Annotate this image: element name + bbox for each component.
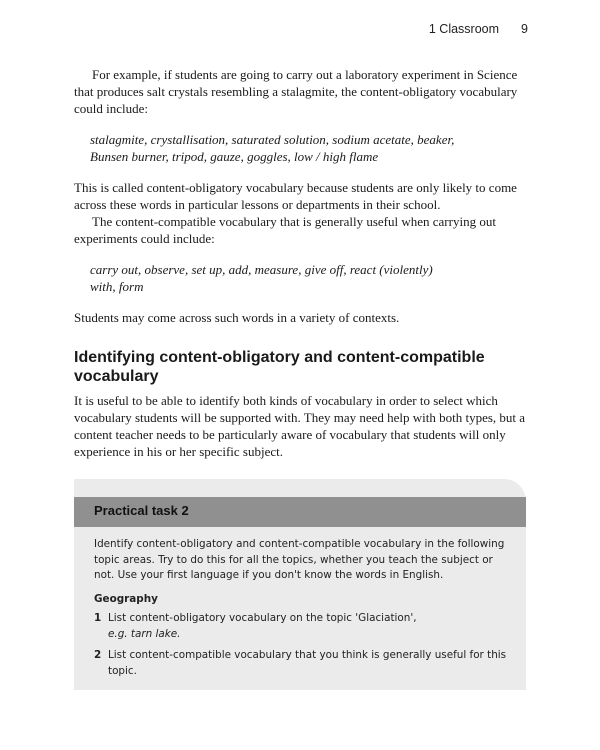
example-line: stalagmite, crystallisation, saturated solution, sodium acetate, beaker, <box>90 132 455 147</box>
practical-task-box <box>74 479 526 690</box>
example-line: carry out, observe, set up, add, measure, give off, react (violently) <box>90 262 433 277</box>
page-number: 9 <box>521 22 528 36</box>
task-content <box>94 537 514 685</box>
section-body <box>74 392 526 460</box>
example-line: with, form <box>90 279 144 294</box>
section-heading: Identifying content-obligatory and content-compatible vocabulary <box>74 349 485 385</box>
item-text: List content-compatible vocabulary that you think is generally useful for this topic. <box>108 649 507 677</box>
main-text-block <box>74 66 526 326</box>
task-header-bar <box>74 497 526 527</box>
example-compatible-vocabulary <box>74 261 526 295</box>
obligatory-explanation: This is called content-obligatory vocabulary because students are only likely to come across these words in particular lessons or departments in their school. <box>74 180 517 212</box>
item-example: e.g. tarn lake. <box>108 627 181 640</box>
task-title: Practical task 2 <box>94 503 189 518</box>
item-number: 2 <box>94 649 102 661</box>
example-line: Bunsen burner, tripod, gauze, goggles, low / high flame <box>90 149 379 164</box>
section-paragraph: It is useful to be able to identify both kinds of vocabulary in order to select which vocabulary students will be supported with. They may need help with both types, but a content teacher needs to be particularly aware of vocabulary that students will only experience in his or her specific subject. <box>74 393 526 459</box>
example-obligatory-vocabulary <box>74 131 526 165</box>
task-instructions: Identify content-obligatory and content-compatible vocabulary in the following topic areas. Try to do this for all the topics, whether you teach the subject or not. Use your first language if you don't know the words in English. <box>94 538 505 581</box>
intro-paragraph: For example, if students are going to carry out a laboratory experiment in Science that produces salt crystals resembling a stalagmite, the content-obligatory vocabulary could include: <box>74 67 518 116</box>
item-number: 1 <box>94 612 102 624</box>
list-item <box>94 648 514 679</box>
task-subheading: Geography <box>94 592 158 605</box>
compatible-intro: The content-compatible vocabulary that is generally useful when carrying out experiments could include: <box>74 214 496 246</box>
list-item <box>94 611 514 642</box>
task-list <box>94 611 514 679</box>
item-text: List content-obligatory vocabulary on the topic 'Glaciation', <box>108 612 417 624</box>
running-head <box>429 22 528 36</box>
compatible-explanation: Students may come across such words in a variety of contexts. <box>74 310 400 325</box>
chapter-title: 1 Classroom <box>428 22 500 36</box>
